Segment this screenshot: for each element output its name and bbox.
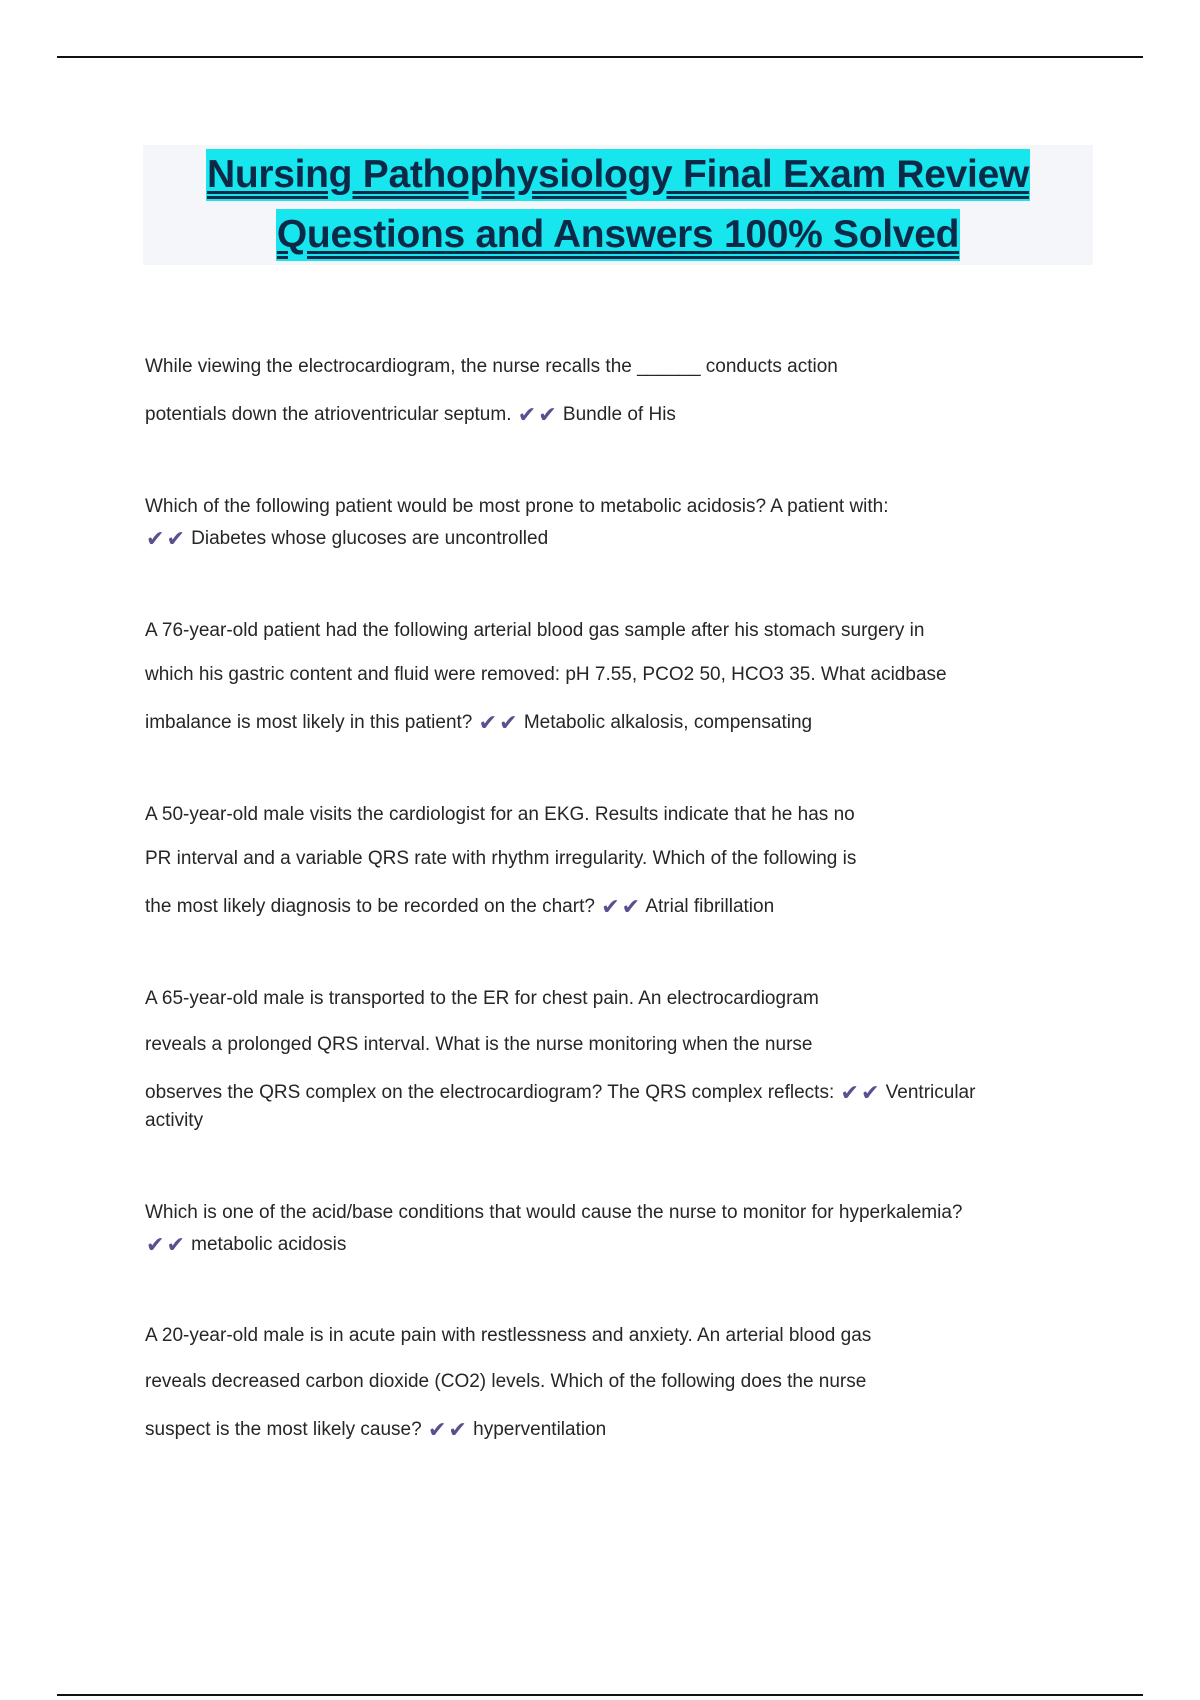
question-line: PR interval and a variable QRS rate with rhythm irregularity. Which of the following is (145, 848, 857, 869)
question-line: suspect is the most likely cause? (145, 1419, 422, 1440)
question-line: observes the QRS complex on the electrocardiogram? The QRS complex reflects: (145, 1082, 835, 1103)
answer-text: Metabolic alkalosis, compensating (523, 712, 813, 733)
check-icon: ✔ (427, 1417, 447, 1442)
question-line: A 76-year-old patient had the following arterial blood gas sample after his stomach surgery in (145, 620, 925, 641)
check-icon: ✔ (448, 1417, 467, 1442)
question-line: reveals a prolonged QRS interval. What is the nurse monitoring when the nurse (145, 1034, 813, 1055)
question-line: A 65-year-old male is transported to the ER for chest pain. An electrocardiogram (145, 988, 819, 1009)
check-icon: ✔ (166, 526, 185, 551)
check-icon: ✔ (601, 894, 620, 919)
check-icon: ✔ (146, 1232, 165, 1257)
bottom-rule (57, 1694, 1143, 1696)
check-icon: ✔ (166, 1232, 185, 1257)
document-title (143, 145, 1093, 265)
answer-text-continued: activity (145, 1110, 204, 1131)
answer-text: Bundle of His (562, 404, 676, 425)
answer-text: metabolic acidosis (191, 1234, 347, 1255)
answer-text: Atrial fibrillation (645, 896, 775, 917)
check-icon: ✔ (860, 1080, 880, 1105)
check-icon: ✔ (517, 402, 537, 427)
question-line: A 50-year-old male visits the cardiologist for an EKG. Results indicate that he has no (145, 804, 855, 825)
answer-text: hyperventilation (473, 1419, 607, 1440)
question-line: which his gastric content and fluid were removed: pH 7.55, PCO2 50, HCO3 35. What acidbase (145, 664, 947, 685)
title-line-2: Questions and Answers 100% Solved (276, 209, 960, 261)
check-icon: ✔ (538, 402, 557, 427)
answer-text: Ventricular (885, 1082, 976, 1103)
check-icon: ✔ (146, 526, 165, 551)
check-icon: ✔ (499, 710, 518, 735)
question-line: Which of the following patient would be most prone to metabolic acidosis? A patient with: (145, 496, 889, 517)
title-line-1: Nursing Pathophysiology Final Exam Review (206, 149, 1030, 201)
check-icon: ✔ (621, 894, 641, 919)
question-line: While viewing the electrocardiogram, the nurse recalls the ______ conducts action (145, 356, 838, 377)
check-icon: ✔ (478, 710, 498, 735)
check-icon: ✔ (840, 1080, 859, 1105)
question-line: A 20-year-old male is in acute pain with restlessness and anxiety. An arterial blood gas (145, 1325, 872, 1346)
question-line: imbalance is most likely in this patient? (145, 712, 473, 733)
question-line: potentials down the atrioventricular septum. (145, 404, 512, 425)
question-line: reveals decreased carbon dioxide (CO2) levels. Which of the following does the nurse (145, 1371, 867, 1392)
question-line: the most likely diagnosis to be recorded on the chart? (145, 896, 595, 917)
top-rule (57, 56, 1143, 58)
answer-text: Diabetes whose glucoses are uncontrolled (191, 528, 549, 549)
question-line: Which is one of the acid/base conditions that would cause the nurse to monitor for hyperkalemia? (145, 1202, 963, 1223)
